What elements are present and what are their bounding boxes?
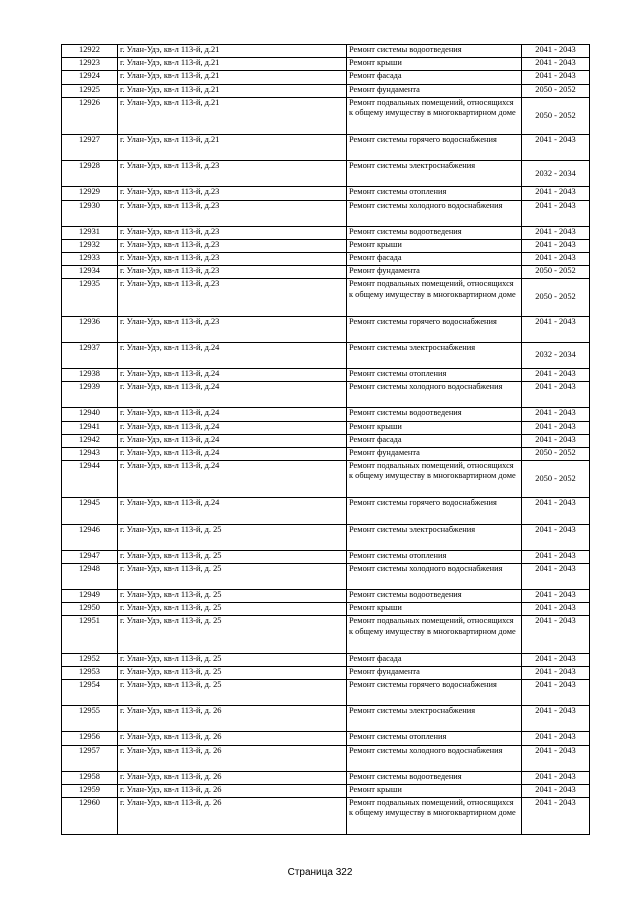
row-period: 2041 - 2043 bbox=[522, 316, 590, 342]
row-work-type: Ремонт системы водоотведения bbox=[347, 771, 522, 784]
row-number: 12941 bbox=[62, 421, 118, 434]
table-row bbox=[62, 421, 590, 434]
table-row bbox=[62, 498, 590, 524]
row-address: г. Улан-Удэ, кв-л 113-й, д.21 bbox=[118, 71, 347, 84]
row-period: 2041 - 2043 bbox=[522, 369, 590, 382]
table-row bbox=[62, 97, 590, 134]
row-work-type: Ремонт системы электроснабжения bbox=[347, 706, 522, 732]
row-period: 2041 - 2043 bbox=[522, 680, 590, 706]
row-period: 2032 - 2034 bbox=[522, 161, 590, 187]
row-work-type: Ремонт фасада bbox=[347, 653, 522, 666]
row-period: 2041 - 2043 bbox=[522, 563, 590, 589]
row-work-type: Ремонт системы горячего водоснабжения bbox=[347, 134, 522, 160]
row-work-type: Ремонт системы электроснабжения bbox=[347, 342, 522, 368]
row-number: 12926 bbox=[62, 97, 118, 134]
row-number: 12949 bbox=[62, 590, 118, 603]
row-work-type: Ремонт подвальных помещений, относящихся к общему имуществу в многоквартирном доме bbox=[347, 461, 522, 498]
row-address: г. Улан-Удэ, кв-л 113-й, д.23 bbox=[118, 187, 347, 200]
row-address: г. Улан-Удэ, кв-л 113-й, д. 25 bbox=[118, 666, 347, 679]
table-row bbox=[62, 616, 590, 653]
row-work-type: Ремонт подвальных помещений, относящихся к общему имуществу в многоквартирном доме bbox=[347, 798, 522, 835]
row-number: 12923 bbox=[62, 58, 118, 71]
row-number: 12938 bbox=[62, 369, 118, 382]
row-period: 2050 - 2052 bbox=[522, 279, 590, 316]
row-work-type: Ремонт системы горячего водоснабжения bbox=[347, 498, 522, 524]
row-period: 2041 - 2043 bbox=[522, 666, 590, 679]
row-number: 12929 bbox=[62, 187, 118, 200]
row-number: 12930 bbox=[62, 200, 118, 226]
row-period: 2041 - 2043 bbox=[522, 706, 590, 732]
row-work-type: Ремонт подвальных помещений, относящихся к общему имуществу в многоквартирном доме bbox=[347, 616, 522, 653]
table-row bbox=[62, 784, 590, 797]
table-row bbox=[62, 71, 590, 84]
table-row bbox=[62, 434, 590, 447]
row-address: г. Улан-Удэ, кв-л 113-й, д.21 bbox=[118, 58, 347, 71]
row-work-type: Ремонт крыши bbox=[347, 784, 522, 797]
row-number: 12928 bbox=[62, 161, 118, 187]
row-number: 12925 bbox=[62, 84, 118, 97]
table-row bbox=[62, 732, 590, 745]
row-address: г. Улан-Удэ, кв-л 113-й, д. 26 bbox=[118, 771, 347, 784]
row-number: 12958 bbox=[62, 771, 118, 784]
row-address: г. Улан-Удэ, кв-л 113-й, д. 25 bbox=[118, 563, 347, 589]
table-row bbox=[62, 45, 590, 58]
row-address: г. Улан-Удэ, кв-л 113-й, д.21 bbox=[118, 45, 347, 58]
row-number: 12953 bbox=[62, 666, 118, 679]
table-row bbox=[62, 58, 590, 71]
row-address: г. Улан-Удэ, кв-л 113-й, д.24 bbox=[118, 382, 347, 408]
row-work-type: Ремонт системы отопления bbox=[347, 550, 522, 563]
row-number: 12936 bbox=[62, 316, 118, 342]
row-address: г. Улан-Удэ, кв-л 113-й, д. 26 bbox=[118, 706, 347, 732]
table-row bbox=[62, 563, 590, 589]
row-address: г. Улан-Удэ, кв-л 113-й, д. 26 bbox=[118, 784, 347, 797]
table-row bbox=[62, 279, 590, 316]
table-row bbox=[62, 316, 590, 342]
row-period: 2050 - 2052 bbox=[522, 461, 590, 498]
row-number: 12955 bbox=[62, 706, 118, 732]
row-address: г. Улан-Удэ, кв-л 113-й, д.23 bbox=[118, 200, 347, 226]
table-row bbox=[62, 666, 590, 679]
row-work-type: Ремонт системы отопления bbox=[347, 187, 522, 200]
row-work-type: Ремонт системы холодного водоснабжения bbox=[347, 745, 522, 771]
row-address: г. Улан-Удэ, кв-л 113-й, д. 25 bbox=[118, 524, 347, 550]
row-period: 2041 - 2043 bbox=[522, 771, 590, 784]
row-address: г. Улан-Удэ, кв-л 113-й, д.24 bbox=[118, 342, 347, 368]
table-row bbox=[62, 771, 590, 784]
row-work-type: Ремонт подвальных помещений, относящихся к общему имуществу в многоквартирном доме bbox=[347, 279, 522, 316]
table-row bbox=[62, 745, 590, 771]
row-number: 12940 bbox=[62, 408, 118, 421]
row-number: 12954 bbox=[62, 680, 118, 706]
row-number: 12922 bbox=[62, 45, 118, 58]
page-number: Страница 322 bbox=[287, 867, 353, 878]
row-period: 2041 - 2043 bbox=[522, 226, 590, 239]
table-row bbox=[62, 447, 590, 460]
row-number: 12960 bbox=[62, 798, 118, 835]
row-number: 12957 bbox=[62, 745, 118, 771]
row-period: 2041 - 2043 bbox=[522, 45, 590, 58]
row-work-type: Ремонт системы холодного водоснабжения bbox=[347, 382, 522, 408]
row-number: 12939 bbox=[62, 382, 118, 408]
row-address: г. Улан-Удэ, кв-л 113-й, д.23 bbox=[118, 226, 347, 239]
row-period: 2050 - 2052 bbox=[522, 447, 590, 460]
row-address: г. Улан-Удэ, кв-л 113-й, д. 26 bbox=[118, 745, 347, 771]
row-address: г. Улан-Удэ, кв-л 113-й, д.24 bbox=[118, 369, 347, 382]
row-period: 2041 - 2043 bbox=[522, 745, 590, 771]
table-row bbox=[62, 253, 590, 266]
row-work-type: Ремонт фасада bbox=[347, 434, 522, 447]
row-period: 2041 - 2043 bbox=[522, 239, 590, 252]
table-row bbox=[62, 200, 590, 226]
row-period: 2041 - 2043 bbox=[522, 253, 590, 266]
row-work-type: Ремонт фундамента bbox=[347, 666, 522, 679]
row-work-type: Ремонт крыши bbox=[347, 58, 522, 71]
row-period: 2041 - 2043 bbox=[522, 434, 590, 447]
table-row bbox=[62, 798, 590, 835]
row-work-type: Ремонт системы электроснабжения bbox=[347, 161, 522, 187]
row-number: 12937 bbox=[62, 342, 118, 368]
row-period: 2041 - 2043 bbox=[522, 187, 590, 200]
row-address: г. Улан-Удэ, кв-л 113-й, д.23 bbox=[118, 266, 347, 279]
row-work-type: Ремонт крыши bbox=[347, 421, 522, 434]
table-row bbox=[62, 680, 590, 706]
row-number: 12931 bbox=[62, 226, 118, 239]
row-period: 2041 - 2043 bbox=[522, 408, 590, 421]
row-work-type: Ремонт подвальных помещений, относящихся к общему имуществу в многоквартирном доме bbox=[347, 97, 522, 134]
row-number: 12943 bbox=[62, 447, 118, 460]
row-work-type: Ремонт системы горячего водоснабжения bbox=[347, 680, 522, 706]
row-work-type: Ремонт фундамента bbox=[347, 447, 522, 460]
row-number: 12950 bbox=[62, 603, 118, 616]
table-row bbox=[62, 239, 590, 252]
row-number: 12932 bbox=[62, 239, 118, 252]
table-row bbox=[62, 590, 590, 603]
row-number: 12935 bbox=[62, 279, 118, 316]
table-row bbox=[62, 550, 590, 563]
row-period: 2032 - 2034 bbox=[522, 342, 590, 368]
row-address: г. Улан-Удэ, кв-л 113-й, д.24 bbox=[118, 408, 347, 421]
row-work-type: Ремонт системы холодного водоснабжения bbox=[347, 563, 522, 589]
row-address: г. Улан-Удэ, кв-л 113-й, д.21 bbox=[118, 97, 347, 134]
row-address: г. Улан-Удэ, кв-л 113-й, д.23 bbox=[118, 279, 347, 316]
row-address: г. Улан-Удэ, кв-л 113-й, д. 26 bbox=[118, 798, 347, 835]
table-row bbox=[62, 408, 590, 421]
row-period: 2041 - 2043 bbox=[522, 58, 590, 71]
row-address: г. Улан-Удэ, кв-л 113-й, д. 25 bbox=[118, 603, 347, 616]
table-row bbox=[62, 382, 590, 408]
row-period: 2041 - 2043 bbox=[522, 550, 590, 563]
row-period: 2041 - 2043 bbox=[522, 616, 590, 653]
row-address: г. Улан-Удэ, кв-л 113-й, д.21 bbox=[118, 134, 347, 160]
row-period: 2050 - 2052 bbox=[522, 84, 590, 97]
row-period: 2041 - 2043 bbox=[522, 784, 590, 797]
table-body bbox=[62, 45, 590, 835]
table-row bbox=[62, 226, 590, 239]
row-address: г. Улан-Удэ, кв-л 113-й, д.23 bbox=[118, 161, 347, 187]
table-row bbox=[62, 524, 590, 550]
row-address: г. Улан-Удэ, кв-л 113-й, д. 26 bbox=[118, 732, 347, 745]
row-work-type: Ремонт фасада bbox=[347, 253, 522, 266]
row-work-type: Ремонт системы холодного водоснабжения bbox=[347, 200, 522, 226]
row-number: 12952 bbox=[62, 653, 118, 666]
row-period: 2041 - 2043 bbox=[522, 603, 590, 616]
table-row bbox=[62, 603, 590, 616]
row-work-type: Ремонт системы водоотведения bbox=[347, 226, 522, 239]
repair-schedule-table bbox=[61, 44, 590, 835]
row-number: 12934 bbox=[62, 266, 118, 279]
row-period: 2041 - 2043 bbox=[522, 134, 590, 160]
row-address: г. Улан-Удэ, кв-л 113-й, д.24 bbox=[118, 434, 347, 447]
row-period: 2041 - 2043 bbox=[522, 71, 590, 84]
row-address: г. Улан-Удэ, кв-л 113-й, д. 25 bbox=[118, 550, 347, 563]
row-address: г. Улан-Удэ, кв-л 113-й, д. 25 bbox=[118, 680, 347, 706]
table-row bbox=[62, 161, 590, 187]
row-work-type: Ремонт крыши bbox=[347, 603, 522, 616]
row-address: г. Улан-Удэ, кв-л 113-й, д.23 bbox=[118, 316, 347, 342]
row-number: 12956 bbox=[62, 732, 118, 745]
row-work-type: Ремонт системы водоотведения bbox=[347, 590, 522, 603]
row-period: 2041 - 2043 bbox=[522, 524, 590, 550]
row-number: 12944 bbox=[62, 461, 118, 498]
row-address: г. Улан-Удэ, кв-л 113-й, д.24 bbox=[118, 498, 347, 524]
table-row bbox=[62, 84, 590, 97]
table-row bbox=[62, 461, 590, 498]
row-work-type: Ремонт системы горячего водоснабжения bbox=[347, 316, 522, 342]
row-work-type: Ремонт системы водоотведения bbox=[347, 408, 522, 421]
row-period: 2041 - 2043 bbox=[522, 382, 590, 408]
row-work-type: Ремонт системы водоотведения bbox=[347, 45, 522, 58]
row-number: 12947 bbox=[62, 550, 118, 563]
row-work-type: Ремонт системы электроснабжения bbox=[347, 524, 522, 550]
row-period: 2041 - 2043 bbox=[522, 798, 590, 835]
row-address: г. Улан-Удэ, кв-л 113-й, д.24 bbox=[118, 461, 347, 498]
table-row bbox=[62, 134, 590, 160]
row-work-type: Ремонт системы отопления bbox=[347, 732, 522, 745]
row-work-type: Ремонт фундамента bbox=[347, 266, 522, 279]
row-address: г. Улан-Удэ, кв-л 113-й, д.23 bbox=[118, 253, 347, 266]
row-number: 12946 bbox=[62, 524, 118, 550]
row-address: г. Улан-Удэ, кв-л 113-й, д. 25 bbox=[118, 653, 347, 666]
table-row bbox=[62, 342, 590, 368]
row-work-type: Ремонт фундамента bbox=[347, 84, 522, 97]
row-work-type: Ремонт фасада bbox=[347, 71, 522, 84]
row-period: 2041 - 2043 bbox=[522, 590, 590, 603]
row-period: 2041 - 2043 bbox=[522, 498, 590, 524]
row-period: 2050 - 2052 bbox=[522, 97, 590, 134]
row-address: г. Улан-Удэ, кв-л 113-й, д.24 bbox=[118, 447, 347, 460]
row-work-type: Ремонт крыши bbox=[347, 239, 522, 252]
row-period: 2041 - 2043 bbox=[522, 653, 590, 666]
row-number: 12927 bbox=[62, 134, 118, 160]
row-address: г. Улан-Удэ, кв-л 113-й, д.24 bbox=[118, 421, 347, 434]
row-period: 2041 - 2043 bbox=[522, 421, 590, 434]
row-number: 12959 bbox=[62, 784, 118, 797]
table-row bbox=[62, 187, 590, 200]
row-period: 2050 - 2052 bbox=[522, 266, 590, 279]
row-number: 12945 bbox=[62, 498, 118, 524]
row-address: г. Улан-Удэ, кв-л 113-й, д. 25 bbox=[118, 590, 347, 603]
row-number: 12942 bbox=[62, 434, 118, 447]
table-row bbox=[62, 369, 590, 382]
row-period: 2041 - 2043 bbox=[522, 200, 590, 226]
row-address: г. Улан-Удэ, кв-л 113-й, д.23 bbox=[118, 239, 347, 252]
row-number: 12924 bbox=[62, 71, 118, 84]
row-address: г. Улан-Удэ, кв-л 113-й, д. 25 bbox=[118, 616, 347, 653]
table-row bbox=[62, 706, 590, 732]
table-row bbox=[62, 653, 590, 666]
row-work-type: Ремонт системы отопления bbox=[347, 369, 522, 382]
row-number: 12948 bbox=[62, 563, 118, 589]
row-address: г. Улан-Удэ, кв-л 113-й, д.21 bbox=[118, 84, 347, 97]
row-period: 2041 - 2043 bbox=[522, 732, 590, 745]
row-number: 12933 bbox=[62, 253, 118, 266]
row-number: 12951 bbox=[62, 616, 118, 653]
table-row bbox=[62, 266, 590, 279]
